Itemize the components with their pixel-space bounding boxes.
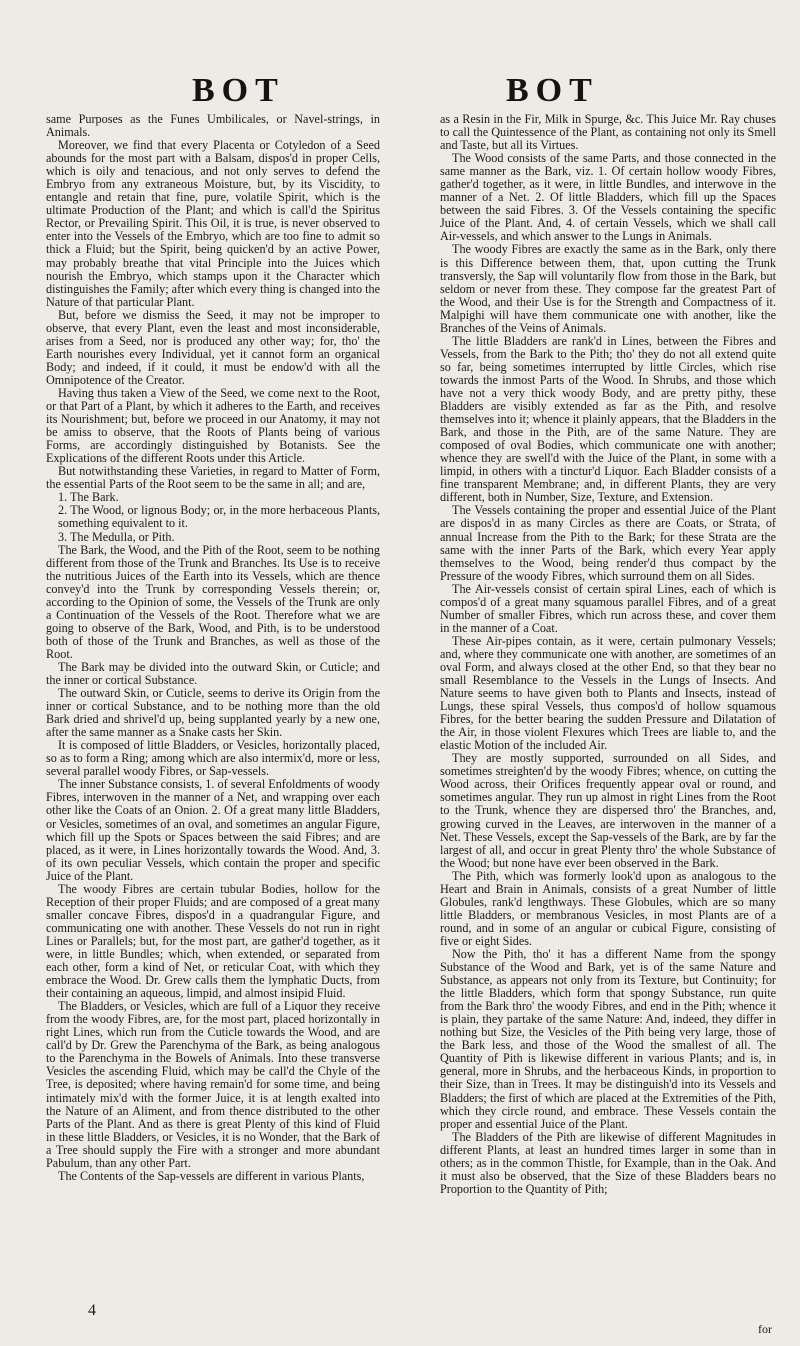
paragraph: They are mostly supported, surrounded on all Sides, and sometimes streighten'd by the woody Fibres; whence, on cutting the Wood across, their Orifices frequently appear oval or round, and sometimes angular. They run up almost in right Lines from the Root to the Trunk, whence they are dispersed thro' the Branches, and, growing curved in the Leaves, are interwoven in the manner of a Net. These Vessels, except the Sap-vessels of the Bark, are by far the largest of all, and occur in great Plenty thro' the whole Substance of the Wood; but none have ever been observed in the Bark. [440,751,776,870]
paragraph: The Air-vessels consist of certain spiral Lines, each of which is compos'd of a great many squamous parallel Fibres, and of a great Number of smaller Fibres, which run across these, and cover them in the manner of a Coat. [440,581,776,635]
paragraph: But, before we dismiss the Seed, it may not be improper to observe, that every Plant, even the least and most inconsiderable, arises from a Seed, nor is produced any other way; for, tho' the Earth nourishes every Individual, yet it cannot form an organical Body; and indeed, if it could, it must be endow'd with all the Omnipotence of the Creator. [46,307,380,387]
paragraph: The woody Fibres are exactly the same as in the Bark, only there is this Difference between them, that, upon cutting the Trunk transversly, the Sap will voluntarily flow from those in the Bark, but seldom or never from these. They compose far the greatest Part of the Wood, and their Use is for the Strength and Compactness of it. Malpighi will have them communicate one with another, like the Branches of the Veins of Animals. [440,242,776,335]
paragraph: The Pith, which was formerly look'd upon as analogous to the Heart and Brain in Animals, consists of a great Number of little Globules, rank'd lengthways. These Globules, which are so many little Bladders, or membranous Vesicles, in most Plants are of a round, and in some of an angular or cubical Figure, consisting of five or eight Sides. [440,868,776,948]
header-left: BOT [192,72,285,109]
paragraph: The Bark, the Wood, and the Pith of the Root, seem to be nothing different from those of the Trunk and Branches. Its Use is to receive the nutritious Juices of the Earth into its Vessels, which are thence convey'd into the Trunk by corresponding Vessels therein; or, according to the Opinion of some, the Vessels of the Trunk are only a Continuation of the Vessels of the Root. Therefore what we are going to observe of the Bark, Wood, and Pith, is to be understood both of those of the Trunk and Branches, as well as those of the Root. [46,542,380,661]
list-item: 1. The Bark. [58,490,119,505]
paragraph: But notwithstanding these Varieties, in regard to Matter of Form, the essential Parts of the Root seem to be the same in all; and are, [46,464,380,492]
paragraph: The Vessels containing the proper and essential Juice of the Plant are dispos'd in as many Circles as there are Coats, or Strata, of annual Increase from the Pith to the Bark; for these Strata are the same with the inner Parts of the Bark, which every Year apply themselves to the Wood, being render'd thus compact by the Pressure of the woody Fibres, which surround them on all Sides. [440,503,776,583]
list-item: 3. The Medulla, or Pith. [58,529,175,544]
paragraph: The Wood consists of the same Parts, and those connected in the same manner as the Bark, viz. 1. Of certain hollow woody Fibres, gather'd together, as it were, in little Bundles, and interwove in the manner of a Net. 2. Of little Bladders, which fill up the Spaces between the said Fibres. 3. Of the Vessels containing the specific Juice of the Plant. And, 4. of certain Vessels, which we shall call Air-vessels, and which answer to the Lungs in Animals. [440,151,776,244]
paragraph: It is composed of little Bladders, or Vesicles, horizontally placed, so as to form a Ring; among which are also intermix'd, more or less, several parallel woody Fibres, or Sap-vessels. [46,738,380,779]
page-number: 4 [88,1302,96,1319]
paragraph: The little Bladders are rank'd in Lines, between the Fibres and Vessels, from the Bark to the Pith; tho' they do not all extend quite so far, being sometimes interrupted by little Circles, which rise towards the inmost Parts of the Wood. In Shrubs, and those which have not a very thick woody Body, and are pretty pithy, these Bladders are visibly extended as far as the Pith, and resolve themselves into it; whence it plainly appears, that the Bladders in the Bark, and those in the Pith, are of the same Nature. They are composed of oval Bodies, which communicate one with another; whence they are swell'd with the Juice of the Plant, in some with a limpid, in others with a tinctur'd Liquor. Each Bladder consists of a fine transparent Membrane; and, in different Plants, they are very different, both in Number, Size, Texture, and Extension. [440,333,776,505]
left-column [46,113,380,1183]
list-item: 2. The Wood, or lignous Body; or, in the more herbaceous Plants, something equivalent to it. [58,503,380,531]
catchword: for [758,1322,772,1336]
running-header [0,72,800,112]
paragraph: Having thus taken a View of the Seed, we come next to the Root, or that Part of a Plant, by which it adheres to the Earth, and receives its Nourishment; but, before we proceed in our Anatomy, it may not be amiss to observe, that the Roots of Plants being of various Forms, are accordingly distinguished by Botanists. See the Explications of the different Roots under this Article. [46,385,380,466]
paragraph: The Bladders, or Vesicles, which are full of a Liquor they receive from the woody Fibres, are, for the most part, placed horizontally in right Lines, which run from the Cuticle towards the Wood, and are call'd by Dr. Grew the Parenchyma of the Bark, as being analogous to the Parenchyma in the Bowels of Animals. Into these transverse Vesicles the ascending Fluid, which may be call'd the Chyle of the Tree, is deposited; where having remain'd for some time, and being intimately mix'd with the former Juice, it is at length exalted into the Nature of an Aliment, and from thence distributed to the other Parts of the Plant. And as there is great Plenty of this kind of Fluid in these little Bladders, or Vesicles, it is no Wonder, that the Bark of a Tree should supply the Fire with a stronger and more abundant Pabulum, than any other Part. [46,999,380,1170]
paragraph: as a Resin in the Fir, Milk in Spurge, &c. This Juice Mr. Ray chuses to call the Quintessence of the Plant, as containing not only its Smell and Taste, but all its Virtues. [440,112,776,153]
paragraph: The Bladders of the Pith are likewise of different Magnitudes in different Plants, at least an hundred times larger in some than in others; as in the common Thistle, for Example, than in the Oak. And it must also be observed, that the Size of these Bladders bears no Proportion to the Quantity of Pith; [440,1129,776,1196]
paragraph: The Bark may be divided into the outward Skin, or Cuticle; and the inner or cortical Substance. [46,659,380,688]
header-right: BOT [506,72,599,109]
paragraph: The outward Skin, or Cuticle, seems to derive its Origin from the inner or cortical Substance, and to be nothing more than the old Bark dried and shrivel'd up, being supplanted yearly by a new one, after the same manner as a Snake casts her Skin. [46,686,380,740]
paragraph: Now the Pith, tho' it has a different Name from the spongy Substance of the Wood and Bark, yet is of the same Nature and Substance, as appears not only from its Texture, but Continuity; for the little Bladders, which form that spongy Substance, run quite from the Bark thro' the woody Fibres, and end in the Pith; whence it is plain, they partake of the same Nature: And, indeed, they differ in nothing but Size, the Vesicles of the Pith being very large, those of the Bark less, and those of the Wood the smallest of all. The Quantity of Pith is likewise different in various Plants; and is, in general, more in Shrubs, and the herbaceous Kinds, in proportion to their Size, than in Trees. It may be distinguish'd into its Vessels and Bladders; the first of which are placed at the Extremities of the Pith, which they circle round, and embrace. These Vessels contain the proper and essential Juice of the Plant. [440,947,776,1131]
paragraph: The Contents of the Sap-vessels are different in various Plants, [58,1168,365,1183]
paragraph: Moreover, we find that every Placenta or Cotyledon of a Seed abounds for the most part with a Balsam, dispos'd in proper Cells, which is oily and tenacious, and not only serves to defend the Embryo from any extraneous Moisture, but, by its Viscidity, to entangle and retain that fine, pure, volatile Spirit, which is the ultimate Production of the Plant; and which is call'd the Spiritus Rector, or Prevailing Spirit. This Oil, it is true, is never observed to enter into the Vessels of the Embryo, which are too fine to admit so thick a Fluid; but the Spirit, being quicken'd by an active Power, may probably breathe that vital Principle into the Juices which nourish the Embryo, which stamps upon it the Character which distinguishes the Family; after which every thing is changed into the Nature of that particular Plant. [46,138,380,309]
right-column [440,113,776,1196]
paragraph: same Purposes as the Funes Umbilicales, or Navel-strings, in Animals. [46,112,380,140]
paragraph: The inner Substance consists, 1. of several Enfoldments of woody Fibres, interwoven in the manner of a Net, and wrapping over each other like the Coats of an Onion. 2. Of a great many little Bladders, or Vesicles, sometimes of an oval, and sometimes an angular Figure, which fill up the Spots or Spaces between the said Fibres; and are placed, as it were, in Lines horizontally towards the Wood. And, 3. of its own peculiar Vessels, which contain the proper and specific Juice of the Plant. [46,777,380,883]
paragraph: These Air-pipes contain, as it were, certain pulmonary Vessels; and, where they communicate one with another, are sometimes of an oval Form, and always closed at the other End, so that they bear no small Resemblance to the Vessels in the Lungs of Insects. And Nature seems to have given both to Plants and Insects, instead of Lungs, these spiral Vessels, thus compos'd of hollow squamous Fibres, for the better bearing the sudden Pressure and Dilatation of the Air, in those violent Flexures which Trees are liable to, and the elastic Motion of the included Air. [440,633,776,753]
paragraph: The woody Fibres are certain tubular Bodies, hollow for the Reception of their proper Fluids; and are composed of a great many smaller concave Fibres, dispos'd in a quadrangular Figure, and communicating one with another. These Vessels do not run in right Lines or Parallels; but, for the most part, are gather'd together, as it were, in little Bundles; which, when extended, or separated from each other, form a kind of Net, or reticular Coat, with which they embrace the Wood. Dr. Grew calls them the lymphatic Ducts, from their containing an aqueous, limpid, and almost insipid Fluid. [46,881,380,1001]
